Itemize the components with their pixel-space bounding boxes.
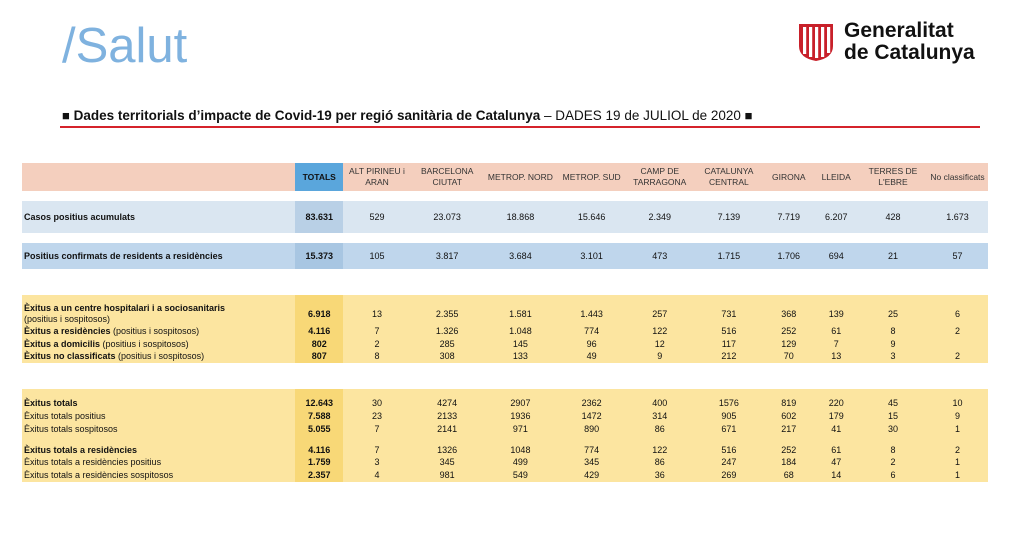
table-cell: 47 <box>814 457 859 470</box>
table-row <box>22 243 988 269</box>
spacer-row <box>22 191 988 201</box>
table-cell: 122 <box>626 444 694 457</box>
table-cell: 217 <box>764 423 814 436</box>
spacer-cell <box>859 295 927 303</box>
table-row <box>22 303 988 325</box>
table-cell: 10 <box>927 397 988 410</box>
spacer-cell <box>814 389 859 397</box>
column-header: TOTALS <box>295 163 342 191</box>
generalitat-emblem-icon <box>796 22 836 62</box>
table-cell: 4.116 <box>295 444 342 457</box>
table-cell: 3.684 <box>483 243 557 269</box>
table-cell: 1.443 <box>558 303 626 325</box>
column-header: CATALUNYA CENTRAL <box>694 163 764 191</box>
spacer-cell <box>22 269 988 295</box>
row-label: Èxitus totals a residències sospitosos <box>22 469 295 482</box>
spacer-cell <box>764 436 814 444</box>
spacer-row <box>22 269 988 295</box>
spacer-cell <box>411 389 483 397</box>
table-cell: 981 <box>411 469 483 482</box>
table-cell: 774 <box>558 325 626 338</box>
header-blank-cell <box>22 163 295 191</box>
table-cell: 7 <box>343 325 411 338</box>
table-cell: 6.207 <box>814 201 859 233</box>
table-cell: 6.918 <box>295 303 342 325</box>
table-cell: 1 <box>927 423 988 436</box>
table-cell: 4.116 <box>295 325 342 338</box>
table-cell: 252 <box>764 444 814 457</box>
table-cell: 7.139 <box>694 201 764 233</box>
table-cell: 473 <box>626 243 694 269</box>
table-cell: 4274 <box>411 397 483 410</box>
row-label: Casos positius acumulats <box>22 201 295 233</box>
spacer-cell <box>411 436 483 444</box>
page-title <box>62 108 753 123</box>
table-cell: 252 <box>764 325 814 338</box>
table-cell: 429 <box>558 469 626 482</box>
column-header: LLEIDA <box>814 163 859 191</box>
table-cell: 15.646 <box>558 201 626 233</box>
table-cell: 21 <box>859 243 927 269</box>
spacer-cell <box>343 436 411 444</box>
table-cell: 133 <box>483 351 557 364</box>
table-cell: 807 <box>295 351 342 364</box>
table-row <box>22 457 988 470</box>
table-cell: 1936 <box>483 410 557 423</box>
yellow-spacer-row <box>22 436 988 444</box>
table-cell: 184 <box>764 457 814 470</box>
table-cell: 61 <box>814 444 859 457</box>
table-cell: 905 <box>694 410 764 423</box>
spacer-cell <box>694 295 764 303</box>
column-header: METROP. NORD <box>483 163 557 191</box>
table-cell: 2.349 <box>626 201 694 233</box>
table-cell: 2 <box>859 457 927 470</box>
table-cell: 2.355 <box>411 303 483 325</box>
spacer-cell <box>22 191 988 201</box>
table-row <box>22 410 988 423</box>
table-cell: 117 <box>694 338 764 351</box>
row-label-rest: (positius i sospitosos) <box>115 351 205 362</box>
column-header: METROP. SUD <box>558 163 626 191</box>
row-label-bold: Èxitus a un centre hospitalari i a sociosanitaris <box>24 303 226 313</box>
row-label <box>22 351 295 364</box>
table-cell: 220 <box>814 397 859 410</box>
table-cell: 602 <box>764 410 814 423</box>
table-cell: 1472 <box>558 410 626 423</box>
table-cell: 1.326 <box>411 325 483 338</box>
spacer-cell <box>411 295 483 303</box>
table-cell: 8 <box>859 444 927 457</box>
column-header: ALT PIRINEU i ARAN <box>343 163 411 191</box>
column-header: GIRONA <box>764 163 814 191</box>
table-cell: 25 <box>859 303 927 325</box>
table-cell: 86 <box>626 423 694 436</box>
table-cell: 516 <box>694 325 764 338</box>
table-cell: 6 <box>927 303 988 325</box>
table-cell: 890 <box>558 423 626 436</box>
table-cell: 86 <box>626 457 694 470</box>
table-cell: 731 <box>694 303 764 325</box>
row-label-bold: Èxitus a domicilis <box>24 338 101 349</box>
table-cell: 549 <box>483 469 557 482</box>
spacer-cell <box>483 436 557 444</box>
table-cell: 345 <box>558 457 626 470</box>
table-cell: 2133 <box>411 410 483 423</box>
table-cell: 36 <box>626 469 694 482</box>
table-cell: 68 <box>764 469 814 482</box>
spacer-row <box>22 233 988 243</box>
table-cell: 7.719 <box>764 201 814 233</box>
spacer-cell <box>927 295 988 303</box>
table-cell: 23 <box>343 410 411 423</box>
table-cell: 774 <box>558 444 626 457</box>
table-cell: 368 <box>764 303 814 325</box>
table-cell: 14 <box>814 469 859 482</box>
table-cell: 1 <box>927 469 988 482</box>
covid-data-table <box>22 163 988 482</box>
spacer-cell <box>814 436 859 444</box>
spacer-cell <box>694 436 764 444</box>
spacer-cell <box>558 436 626 444</box>
table-cell: 2 <box>927 351 988 364</box>
spacer-cell <box>558 389 626 397</box>
row-label-bold: Èxitus no classificats <box>24 351 116 362</box>
table-row <box>22 397 988 410</box>
table-cell <box>927 338 988 351</box>
table-cell: 2 <box>927 444 988 457</box>
table-cell: 122 <box>626 325 694 338</box>
table-cell: 2141 <box>411 423 483 436</box>
table-cell: 7 <box>343 423 411 436</box>
spacer-cell <box>626 295 694 303</box>
row-label <box>22 338 295 351</box>
table-cell: 179 <box>814 410 859 423</box>
table-cell: 7.588 <box>295 410 342 423</box>
table-cell: 516 <box>694 444 764 457</box>
table-cell: 9 <box>927 410 988 423</box>
spacer-cell <box>483 295 557 303</box>
table-cell: 8 <box>343 351 411 364</box>
table-row <box>22 351 988 364</box>
yellow-spacer-row <box>22 389 988 397</box>
spacer-cell <box>764 389 814 397</box>
table-cell: 1.706 <box>764 243 814 269</box>
table-row <box>22 423 988 436</box>
table-cell: 2362 <box>558 397 626 410</box>
table-cell: 105 <box>343 243 411 269</box>
table-cell: 247 <box>694 457 764 470</box>
column-header: CAMP DE TARRAGONA <box>626 163 694 191</box>
row-label <box>22 325 295 338</box>
table-cell: 257 <box>626 303 694 325</box>
spacer-cell <box>343 295 411 303</box>
row-label: Positius confirmats de residents a residències <box>22 243 295 269</box>
spacer-cell <box>764 295 814 303</box>
table-cell: 23.073 <box>411 201 483 233</box>
row-label: Èxitus totals sospitosos <box>22 423 295 436</box>
table-cell: 12 <box>626 338 694 351</box>
generalitat-line1: Generalitat <box>844 19 954 42</box>
table-cell: 2907 <box>483 397 557 410</box>
table-cell: 529 <box>343 201 411 233</box>
generalitat-line2: de Catalunya <box>844 41 975 64</box>
table-cell: 30 <box>859 423 927 436</box>
table-cell: 1.759 <box>295 457 342 470</box>
title-date: – DADES 19 de JULIOL de 2020 <box>540 108 745 123</box>
table-cell: 96 <box>558 338 626 351</box>
table-cell: 7 <box>814 338 859 351</box>
table-cell: 499 <box>483 457 557 470</box>
table-cell: 1 <box>927 457 988 470</box>
table-row <box>22 201 988 233</box>
spacer-cell <box>558 295 626 303</box>
table-cell: 2 <box>343 338 411 351</box>
table-cell: 61 <box>814 325 859 338</box>
table-cell: 4 <box>343 469 411 482</box>
table-cell: 129 <box>764 338 814 351</box>
spacer-cell <box>22 233 988 243</box>
table-cell: 49 <box>558 351 626 364</box>
table-cell: 13 <box>814 351 859 364</box>
table-cell: 3.101 <box>558 243 626 269</box>
table-cell: 345 <box>411 457 483 470</box>
table-row <box>22 444 988 457</box>
table-cell: 45 <box>859 397 927 410</box>
spacer-cell <box>859 436 927 444</box>
table-cell: 802 <box>295 338 342 351</box>
title-underline <box>60 126 980 128</box>
spacer-cell <box>22 436 295 444</box>
table-cell: 2 <box>927 325 988 338</box>
title-square-icon: ■ <box>62 108 70 123</box>
table-cell: 1048 <box>483 444 557 457</box>
table-cell: 400 <box>626 397 694 410</box>
spacer-cell <box>22 295 295 303</box>
table-cell: 139 <box>814 303 859 325</box>
spacer-row <box>22 363 988 389</box>
spacer-cell <box>22 389 295 397</box>
table-cell: 9 <box>626 351 694 364</box>
table-cell: 3 <box>859 351 927 364</box>
table-cell: 212 <box>694 351 764 364</box>
table-cell: 1.581 <box>483 303 557 325</box>
spacer-cell <box>626 436 694 444</box>
table-cell: 3 <box>343 457 411 470</box>
row-label-bold: Èxitus a residències <box>24 325 111 336</box>
table-cell: 41 <box>814 423 859 436</box>
spacer-cell <box>927 389 988 397</box>
table-cell: 6 <box>859 469 927 482</box>
table-header-row <box>22 163 988 191</box>
row-label: Èxitus totals positius <box>22 410 295 423</box>
table-cell: 694 <box>814 243 859 269</box>
table-cell: 5.055 <box>295 423 342 436</box>
table-cell: 671 <box>694 423 764 436</box>
table-cell: 285 <box>411 338 483 351</box>
column-header: No classificats <box>927 163 988 191</box>
row-label: Èxitus totals a residències <box>22 444 295 457</box>
salut-logo: /Salut <box>62 19 188 73</box>
table-cell: 971 <box>483 423 557 436</box>
table-cell: 269 <box>694 469 764 482</box>
table-row <box>22 325 988 338</box>
table-cell: 12.643 <box>295 397 342 410</box>
spacer-cell <box>295 389 342 397</box>
spacer-cell <box>626 389 694 397</box>
spacer-cell <box>22 363 988 389</box>
table-cell: 314 <box>626 410 694 423</box>
table-cell: 57 <box>927 243 988 269</box>
table-cell: 70 <box>764 351 814 364</box>
table-row <box>22 338 988 351</box>
table-cell: 30 <box>343 397 411 410</box>
spacer-cell <box>483 389 557 397</box>
table-cell: 819 <box>764 397 814 410</box>
table-cell: 15.373 <box>295 243 342 269</box>
spacer-cell <box>927 436 988 444</box>
table-cell: 2.357 <box>295 469 342 482</box>
row-label: Èxitus totals <box>22 397 295 410</box>
spacer-cell <box>859 389 927 397</box>
table-cell: 1326 <box>411 444 483 457</box>
table-cell: 9 <box>859 338 927 351</box>
row-label-rest: (positius i sospitosos) <box>24 314 111 324</box>
table-cell: 18.868 <box>483 201 557 233</box>
table-cell: 3.817 <box>411 243 483 269</box>
spacer-cell <box>814 295 859 303</box>
table-cell: 1.673 <box>927 201 988 233</box>
table-cell: 15 <box>859 410 927 423</box>
table-row <box>22 469 988 482</box>
spacer-cell <box>343 389 411 397</box>
row-label <box>22 303 295 325</box>
table-cell: 13 <box>343 303 411 325</box>
spacer-cell <box>295 436 342 444</box>
title-bold: Dades territorials d’impacte de Covid-19 per regió sanitària de Catalunya <box>73 108 541 123</box>
table-cell: 1.048 <box>483 325 557 338</box>
table-cell: 8 <box>859 325 927 338</box>
title-square-end-icon: ■ <box>744 108 753 123</box>
row-label: Èxitus totals a residències positius <box>22 457 295 470</box>
table-cell: 428 <box>859 201 927 233</box>
table-cell: 83.631 <box>295 201 342 233</box>
table-cell: 145 <box>483 338 557 351</box>
yellow-spacer-row <box>22 295 988 303</box>
table-cell: 1.715 <box>694 243 764 269</box>
row-label-rest: (positius i sospitosos) <box>100 338 189 349</box>
column-header: BARCELONA CIUTAT <box>411 163 483 191</box>
spacer-cell <box>295 295 342 303</box>
row-label-rest: (positius i sospitosos) <box>110 325 200 336</box>
column-header: TERRES DE L'EBRE <box>859 163 927 191</box>
generalitat-logo <box>796 20 975 64</box>
table-cell: 7 <box>343 444 411 457</box>
table-cell: 308 <box>411 351 483 364</box>
spacer-cell <box>694 389 764 397</box>
table-cell: 1576 <box>694 397 764 410</box>
